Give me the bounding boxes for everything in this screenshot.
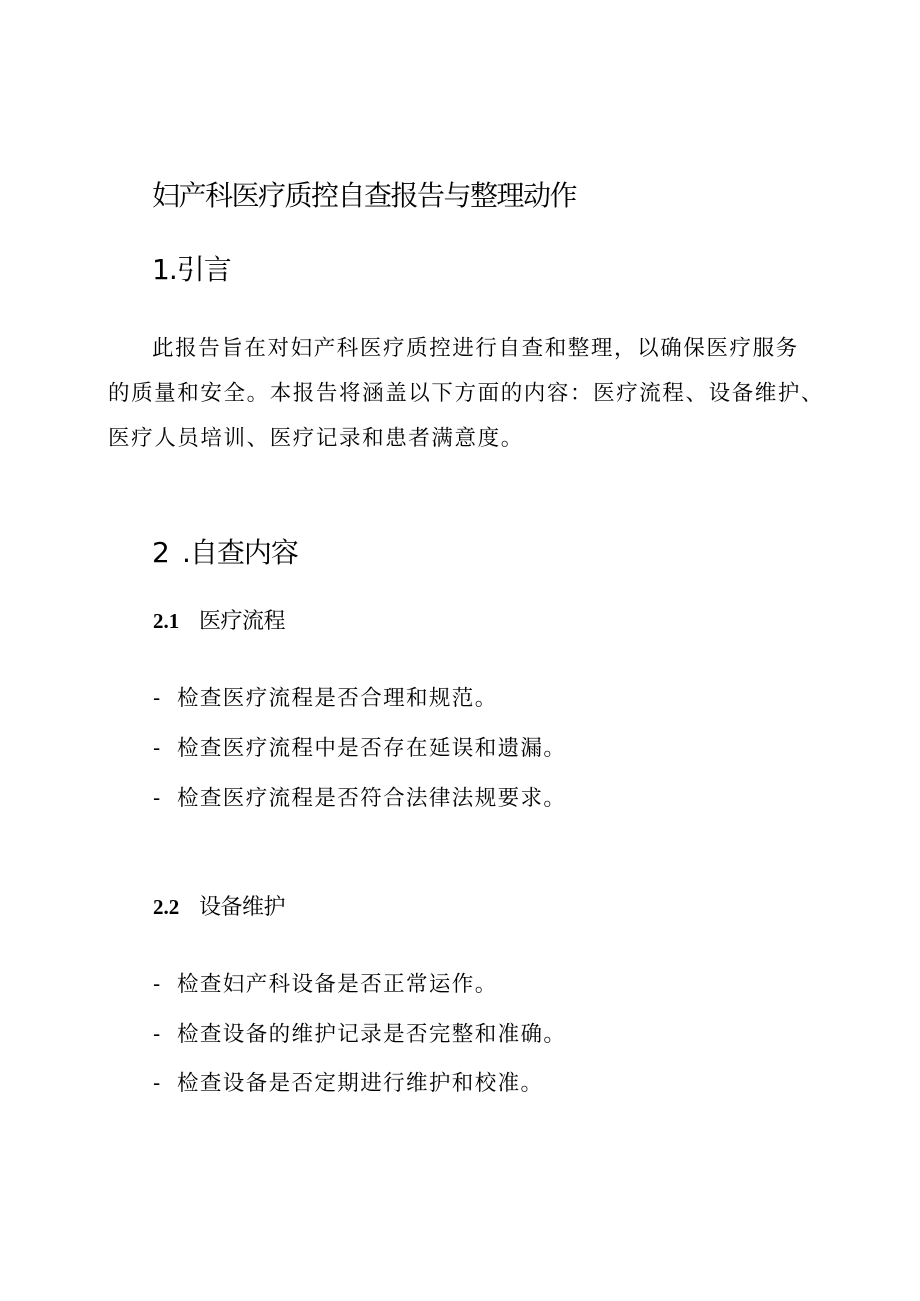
list-item-text: 检查医疗流程是否合理和规范。 — [177, 686, 498, 711]
section-heading-introduction: 1.引言 — [152, 253, 231, 286]
list-item — [153, 1020, 566, 1050]
bullet-dash: - — [153, 1022, 162, 1047]
list-item-text: 检查医疗流程是否符合法律法规要求。 — [177, 786, 567, 811]
list-item — [153, 784, 566, 814]
bullet-dash: - — [153, 972, 162, 997]
paragraph-line: 此报告旨在对妇产科医疗质控进行自查和整理，以确保医疗服务 — [152, 336, 799, 361]
subsection-number: 2.1 — [153, 609, 180, 633]
paragraph-line: 医疗人员培训、医疗记录和患者满意度。 — [108, 426, 524, 451]
document-title: 妇产科医疗质控自查报告与整理动作 — [152, 179, 577, 212]
subsection-number: 2.2 — [153, 895, 180, 919]
bullet-dash: - — [153, 686, 162, 711]
list-item-text: 检查医疗流程中是否存在延误和遗漏。 — [177, 736, 567, 761]
bullet-dash: - — [153, 736, 162, 761]
subsection-title: 医疗流程 — [199, 609, 286, 634]
bullet-dash: - — [153, 1071, 162, 1096]
list-item-text: 检查设备是否定期进行维护和校准。 — [177, 1071, 544, 1096]
subsection-heading-medical-process — [153, 605, 285, 638]
list-item-text: 检查设备的维护记录是否完整和准确。 — [177, 1022, 567, 1047]
section-number: 2 — [152, 536, 169, 569]
list-item-text: 检查妇产科设备是否正常运作。 — [177, 972, 498, 997]
introduction-paragraph — [108, 326, 828, 461]
list-item — [153, 734, 566, 764]
section-title: .自查内容 — [182, 536, 298, 569]
list-item — [153, 684, 498, 714]
list-item — [153, 970, 498, 1000]
subsection-title: 设备维护 — [199, 895, 286, 920]
subsection-heading-equipment-maintenance — [153, 891, 285, 924]
bullet-dash: - — [153, 786, 162, 811]
list-item — [153, 1069, 543, 1099]
paragraph-line: 的质量和安全。本报告将涵盖以下方面的内容：医疗流程、设备维护、 — [108, 381, 825, 406]
section-heading-self-check — [152, 533, 298, 573]
